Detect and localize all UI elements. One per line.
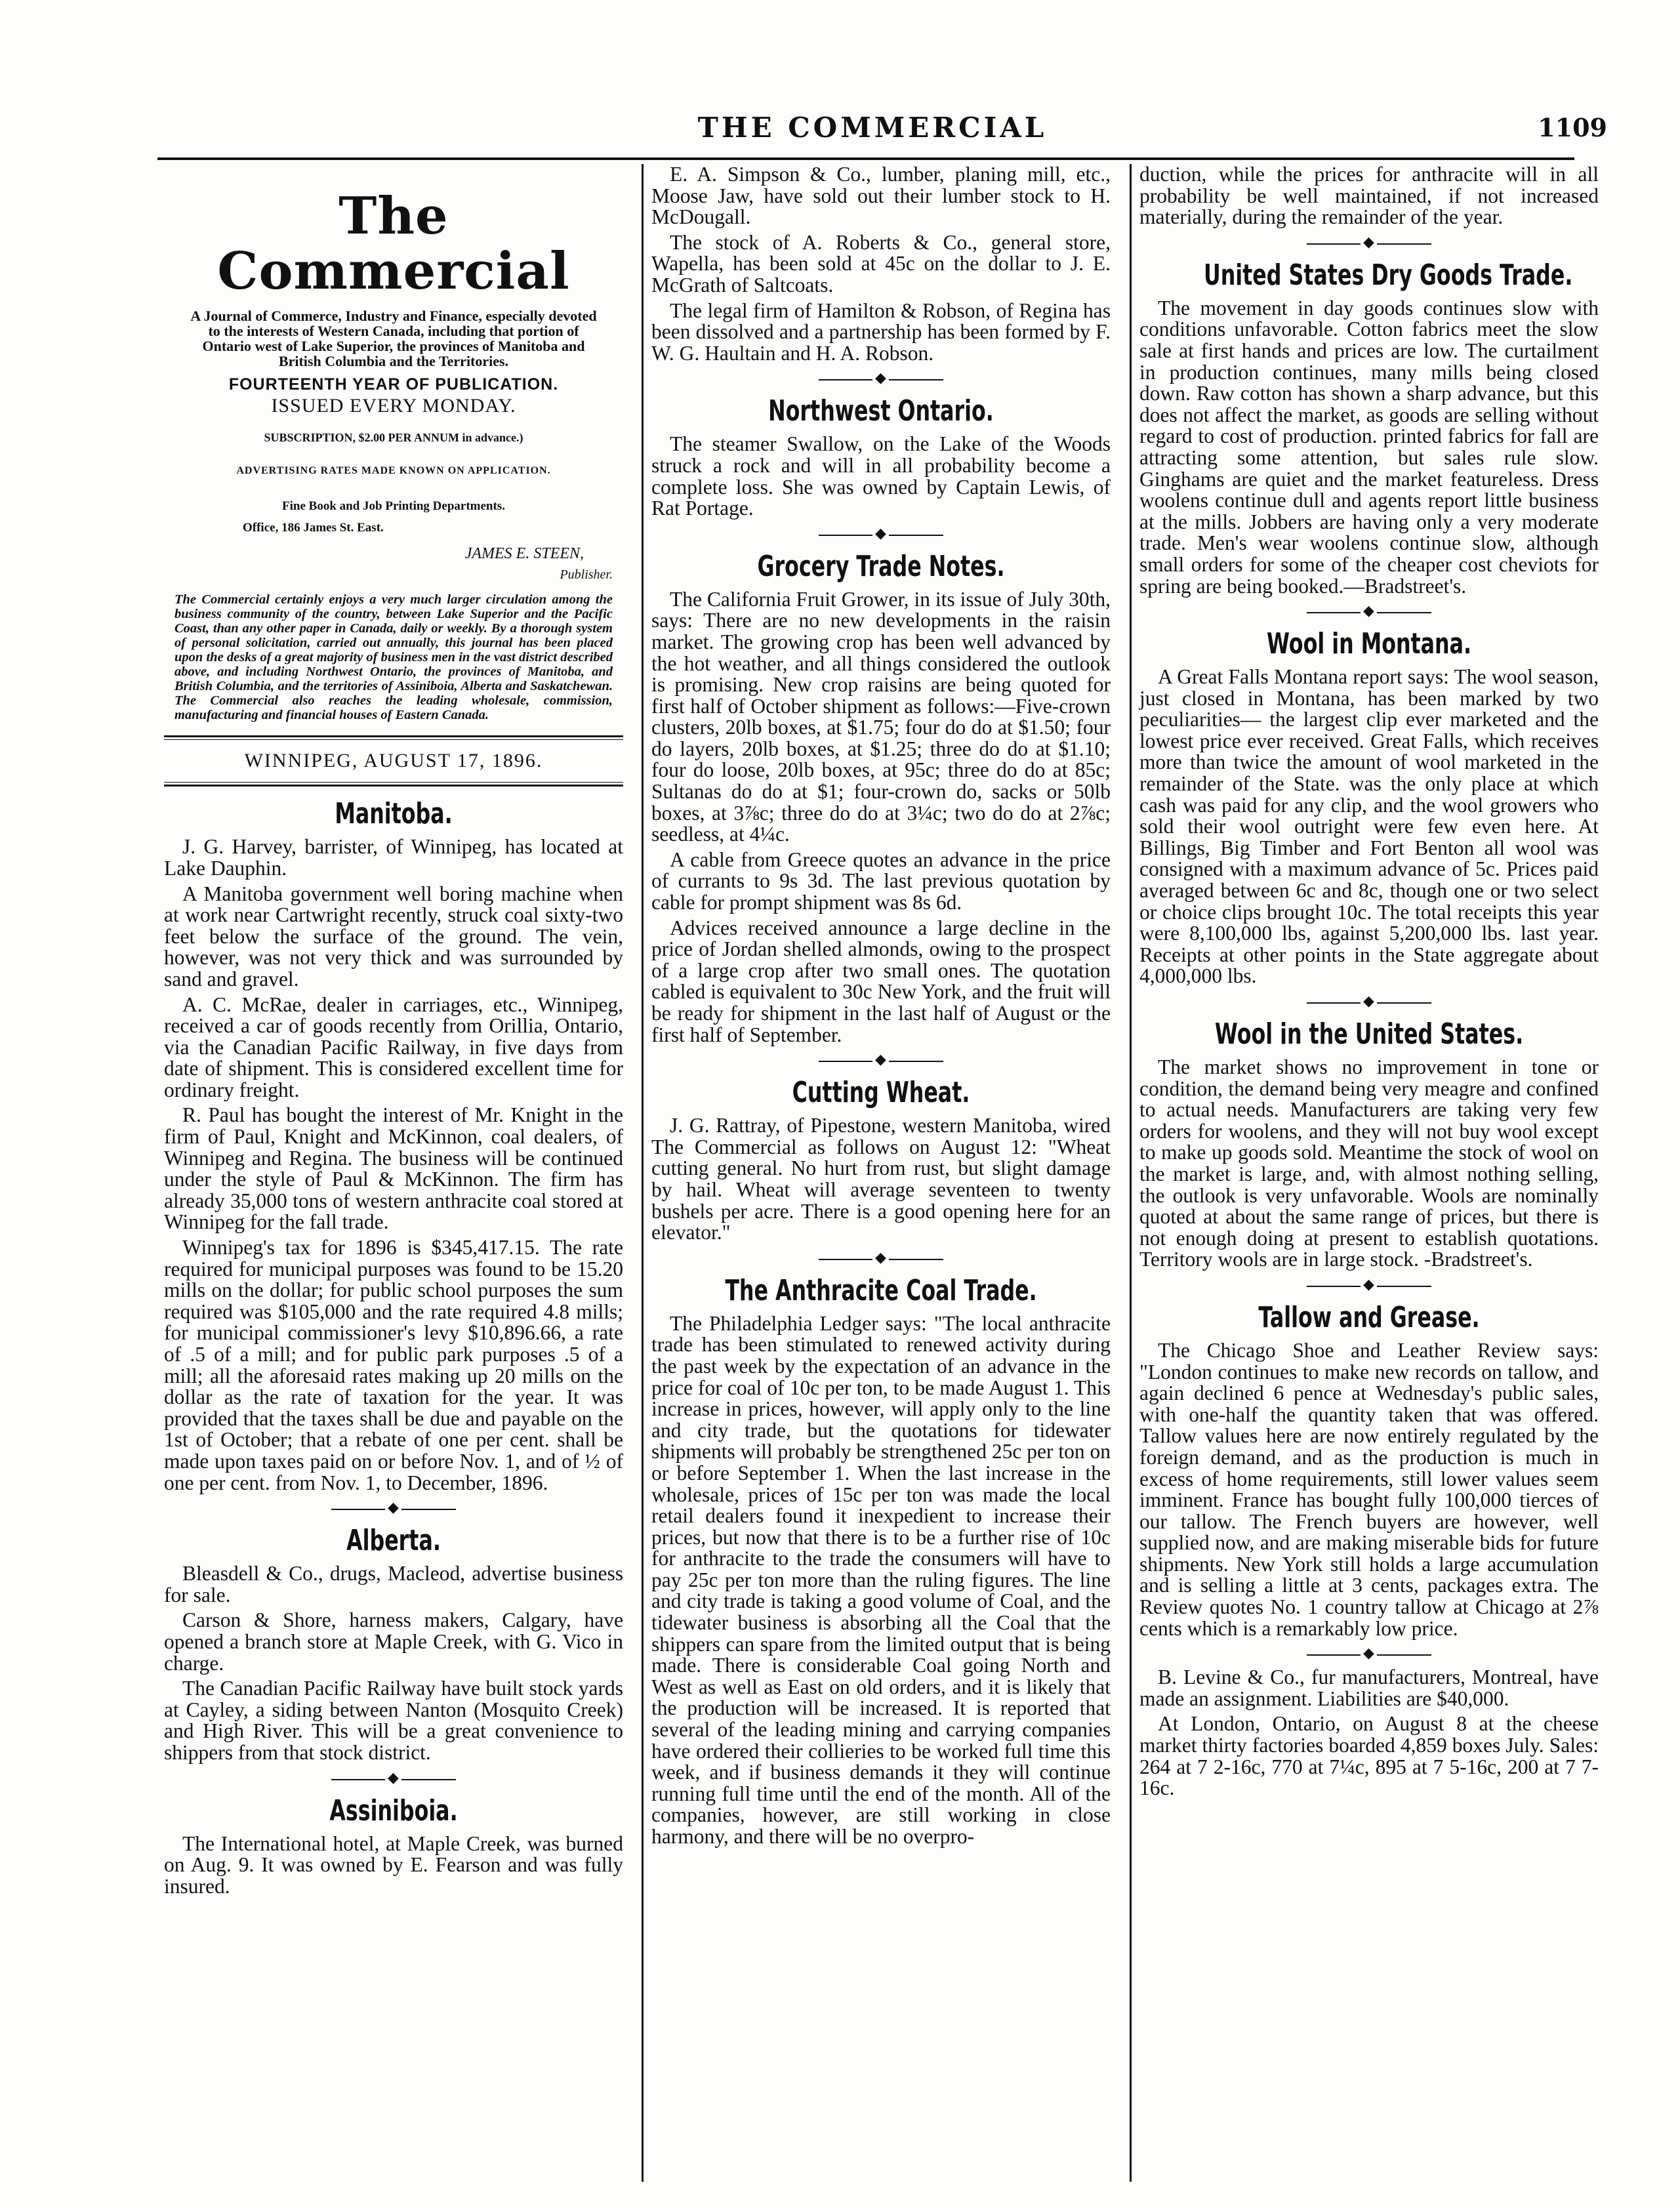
article-paragraph: At London, Ontario, on August 8 at the cheese market thirty factories boarded 4,859 boxes July. Sales: 264 at 7 2-16c, 770 at 7¼c, 895 at 7 5-16c, 200 at 7 7-16c. xyxy=(1139,1712,1599,1800)
article-paragraph: A. C. McRae, dealer in carriages, etc., Winnipeg, received a car of goods recently from Orillia, Ontario, via the Canadian Pacific Railway, in five days from date of shipment. This is considered excellent time for ordinary freight. xyxy=(164,992,623,1101)
section-title-tallow: Tallow and Grease. xyxy=(1258,1300,1480,1334)
masthead-description: A Journal of Commerce, Industry and Finance, especially devoted to the interests of Western Canada, including that portion of Ontario west of Lake Superior, the provinces of Manitoba and British Columbia and the Territories. xyxy=(190,308,597,369)
section-ornament xyxy=(331,1503,456,1516)
article-paragraph: E. A. Simpson & Co., lumber, planing mill, etc., Moose Jaw, have sold out their lumber stock to H. McDougall. xyxy=(651,163,1111,229)
article-paragraph: duction, while the prices for anthracite will in all probability be well maintained, if not increased materially, during the remainder of the year. xyxy=(1139,163,1599,229)
section-ornament xyxy=(819,529,943,542)
section-title-wool-montana: Wool in Montana. xyxy=(1266,627,1472,661)
section-title-assiniboia: Assiniboia. xyxy=(329,1793,458,1828)
masthead-subscription: SUBSCRIPTION, $2.00 PER ANNUM in advance.) xyxy=(264,431,523,445)
article-paragraph: The International hotel, at Maple Creek, was burned on Aug. 9. It was owned by E. Fearson and was fully insured. xyxy=(164,1831,623,1898)
top-rule xyxy=(157,157,1574,160)
article-paragraph: The Philadelphia Ledger says: "The local anthracite trade has been stimulated to renewed activity during the past week by the expectation of an advance in the price for coal of 10c per ton, to be made August 1. This increase in prices, however, will apply only to the line and city trade, but the quotations for tidewater shipments will probably be strengthened 25c per ton on or before September 1. When the last increase in the wholesale, prices of 15c per ton was made the local retail dealers found it inexpedient to increase their prices, but now that there is to be a further rise of 10c for anthracite to the trade the consumers will have to pay 25c per ton more than the ruling figures. The line and city trade is taking a good volume of Coal, and the tidewater business is absorbing all the Coal that the shippers can spare from the limited output that is being made. There is considerable Coal going North and West as well as East on old orders, and it is likely that the production will be increased. It is reported that several of the leading mining and carrying companies have ordered their collieries to be worked full time this week, and if business demands it they will continue running full time until the end of the month. All of the companies, however, are still working in close harmony, and there will be no overpro- xyxy=(651,1311,1111,1848)
section-ornament xyxy=(1307,996,1431,1010)
section-title-alberta: Alberta. xyxy=(346,1524,441,1558)
section-ornament xyxy=(1307,606,1431,619)
article-paragraph: The California Fruit Grower, in its issue of July 30th, says: There are no new developments in the raisin market. The growing crop has been well advanced by the hot weather, and all things considered the outlook is promising. New crop raisins are being quoted for first half of October shipment as follows:—Five-crown clusters, 20lb boxes, at $1.75; four do do at $1.50; four do layers, 20lb boxes, at $1.25; three do do at $1.10; four do loose, 20lb boxes, at 95c; three do do at 85c; Sultanas do do at $1; four-crown do, sacks or 50lb boxes, at 3⅞c; three do do at 3¼c; two do do at 2⅞c; seedless, at 4¼c. xyxy=(651,587,1111,846)
article-paragraph: A Great Falls Montana report says: The wool season, just closed in Montana, has been marked by two peculiarities— the largest clip ever marketed and the lowest price ever received. Great Falls, which receives more than twice the amount of wool marketed in the remainder of the State. was the only place at which cash was paid for any clip, and the wool growers who sold their wool outright were few even here. At Billings, Big Timber and Fort Benton all wool was consigned with a maximum advance of 5c. Prices paid averaged between 6c and 8c, though one or two select or choice clips brought 10c. The total receipts this year were 8,100,000 lbs, against 5,200,000 lbs. last year. Receipts at other points in the State aggregate about 4,000,000 lbs. xyxy=(1139,665,1599,988)
section-title-wool-us: Wool in the United States. xyxy=(1214,1017,1524,1051)
article-paragraph: Advices received announce a large decline in the price of Jordan shelled almonds, owing to the prospect of a large crop after two small ones. The quotation cabled is equivalent to 30c New York, and the fruit will be ready for shipment in the last half of August or the first half of September. xyxy=(651,916,1111,1046)
article-paragraph: The Canadian Pacific Railway have built stock yards at Cayley, a siding between Nanton (Mosquito Creek) and High River. This will be a great convenience to shippers from that stock district. xyxy=(164,1677,623,1764)
section-ornament xyxy=(331,1773,456,1786)
dateline-rule-bottom xyxy=(164,782,623,787)
masthead-title: The Commercial xyxy=(217,186,570,301)
article-paragraph: B. Levine & Co., fur manufacturers, Montreal, have made an assignment. Liabilities are $40,000. xyxy=(1139,1666,1599,1710)
article-paragraph: A Manitoba government well boring machine when at work near Cartwright recently, struck coal sixty-two feet below the surface of the ground. The vein, however, was not very thick and was surrounded by sand and gravel. xyxy=(164,882,623,991)
column-rule-2 xyxy=(1130,164,1132,2182)
dateline-rule-top xyxy=(164,735,623,740)
publisher-role: Publisher. xyxy=(560,567,613,583)
article-paragraph: The legal firm of Hamilton & Robson, of Regina has been dissolved and a partnership has been formed by F. W. G. Haultain and H. A. Robson. xyxy=(651,298,1111,365)
section-ornament xyxy=(819,373,943,386)
section-ornament xyxy=(819,1055,943,1068)
column-2 xyxy=(651,164,1111,1852)
article-paragraph: Bleasdell & Co., drugs, Macleod, advertise business for sale. xyxy=(164,1562,623,1606)
column-3 xyxy=(1139,164,1599,1803)
masthead-advertising: ADVERTISING RATES MADE KNOWN ON APPLICATION. xyxy=(236,464,551,476)
article-paragraph: Winnipeg's tax for 1896 is $345,417.15. The rate required for municipal purposes was found to be 15.20 mills on the dollar; for public school purposes the sum required was $105,000 and the rate required 4.8 mills; for municipal commissioner's levy $10,896.66, a rate of .5 of a mill; and for public park purposes .5 of a mill; all the aforesaid rates making up 20 mills on the dollar as the rate of taxation for the year. It was provided that the taxes shall be due and payable on the 1st of October; that a rebate of one per cent. shall be made upon taxes paid on or before Nov. 1, and of ½ of one per cent. from Nov. 1, to December, 1896. xyxy=(164,1236,623,1494)
running-head xyxy=(0,0,1680,144)
masthead-blurb: The Commercial certainly enjoys a very much larger circulation among the business community of the country, between Lake Superior and the Pacific Coast, than any other paper in Canada, daily or weekly. By a thorough system of personal solicitation, carried out annually, this journal has been placed upon the desks of a great majority of business men in the vast district described above, and including Northwest Ontario, the provinces of Manitoba, and British Columbia, and the territories of Assiniboia, Alberta and Saskatchewan. The Commercial also reaches the leading wholesale, commission, manufacturing and financial houses of Eastern Canada. xyxy=(174,592,613,722)
article-paragraph: The stock of A. Roberts & Co., general store, Wapella, has been sold at 45c on the dollar to J. E. McGrath of Saltcoats. xyxy=(651,230,1111,296)
section-ornament xyxy=(1307,237,1431,251)
masthead-department: Fine Book and Job Printing Departments. xyxy=(282,499,505,514)
page-number: 1109 xyxy=(1538,113,1607,142)
article-paragraph: R. Paul has bought the interest of Mr. Knight in the firm of Paul, Knight and McKinnon, coal dealers, of Winnipeg and Regina. The business will be continued under the style of Paul & McKinnon. The firm has already 35,000 tons of western anthracite coal stored at Winnipeg for the fall trade. xyxy=(164,1103,623,1234)
article-paragraph: J. G. Rattray, of Pipestone, western Manitoba, wired The Commercial as follows on August 12: "Wheat cutting general. No hurt from rust, but slight damage by hail. Wheat will average seventeen to twenty bushels per acre. There is a good opening here for an elevator." xyxy=(651,1114,1111,1244)
section-ornament xyxy=(1307,1280,1431,1293)
section-title-anthracite: The Anthracite Coal Trade. xyxy=(725,1273,1037,1307)
article-paragraph: J. G. Harvey, barrister, of Winnipeg, has located at Lake Dauphin. xyxy=(164,835,623,880)
section-title-us-dry-goods: United States Dry Goods Trade. xyxy=(1204,258,1573,292)
publisher-name: JAMES E. STEEN, xyxy=(464,544,584,562)
article-paragraph: The movement in day goods continues slow with conditions unfavorable. Cotton fabrics meet the slow sale at first hands and prices are low. The curtailment in production continues, many mills being closed down. Raw cotton has shown a sharp advance, but this does not affect the market, as goods are selling without regard to cost of production. printed fabrics for fall are attracting some attention, but sales rule slow. Ginghams are quiet and the market featureless. Dress woolens continue dull and agents report little business at the mills. Jobbers are having only a very moderate trade. Men's wear woolens continue slow, although small orders for some of the cheaper cost cheviots for spring are being booked.—Bradstreet's. xyxy=(1139,296,1599,598)
dateline: WINNIPEG, AUGUST 17, 1896. xyxy=(244,749,543,771)
article-paragraph: The market shows no improvement in tone or condition, the demand being very meagre and confined to actual needs. Manufacturers are taking very few orders for woolens, and they will not buy wool except to make up goods sold. Meantime the stock of wool on the market is large, and, with almost nothing selling, the outlook is very unfavorable. Wools are nominally quoted at about the same range of prices, but there is not enough doing at present to establish quotations. Territory wools are in large stock. -Bradstreet's. xyxy=(1139,1055,1599,1271)
article-paragraph: A cable from Greece quotes an advance in the price of currants to 9s 3d. The last previous quotation by cable for prompt shipment was 8s 6d. xyxy=(651,848,1111,914)
article-paragraph: The steamer Swallow, on the Lake of the Woods struck a rock and will in all probability become a complete loss. She was owned by Captain Lewis, of Rat Portage. xyxy=(651,432,1111,520)
article-paragraph: The Chicago Shoe and Leather Review says: "London continues to make new records on tallow, and again declined 6 pence at Wednesday's public sales, with one-half the quantity taken that was offered. Tallow values here are now entirely regulated by the foreign demand, and as the production is much in excess of home requirements, still lower values seem imminent. France has bought fully 100,000 tierces of our tallow. The French buyers are however, well supplied now, and are making miserable bids for future shipments. New York still holds a large accumulation and is selling a little at 3 cents, packages extra. The Review quotes No. 1 country tallow at Chicago at 2⅞ cents which is a remarkably low price. xyxy=(1139,1338,1599,1640)
section-title-grocery: Grocery Trade Notes. xyxy=(757,549,1005,583)
masthead-issued: ISSUED EVERY MONDAY. xyxy=(271,394,516,417)
section-title-northwest-ontario: Northwest Ontario. xyxy=(768,394,994,428)
masthead-year: FOURTEENTH YEAR OF PUBLICATION. xyxy=(228,375,559,394)
section-title-cutting-wheat: Cutting Wheat. xyxy=(792,1076,970,1110)
running-title: THE COMMERCIAL xyxy=(697,112,1048,144)
column-1 xyxy=(164,164,623,1901)
section-title-manitoba: Manitoba. xyxy=(335,797,453,831)
article-paragraph: Carson & Shore, harness makers, Calgary, have opened a branch store at Maple Creek, with G. Vico in charge. xyxy=(164,1608,623,1675)
section-ornament xyxy=(1307,1648,1431,1662)
masthead-office: Office, 186 James St. East. xyxy=(243,520,384,535)
section-ornament xyxy=(819,1253,943,1266)
column-rule-1 xyxy=(642,164,644,2182)
